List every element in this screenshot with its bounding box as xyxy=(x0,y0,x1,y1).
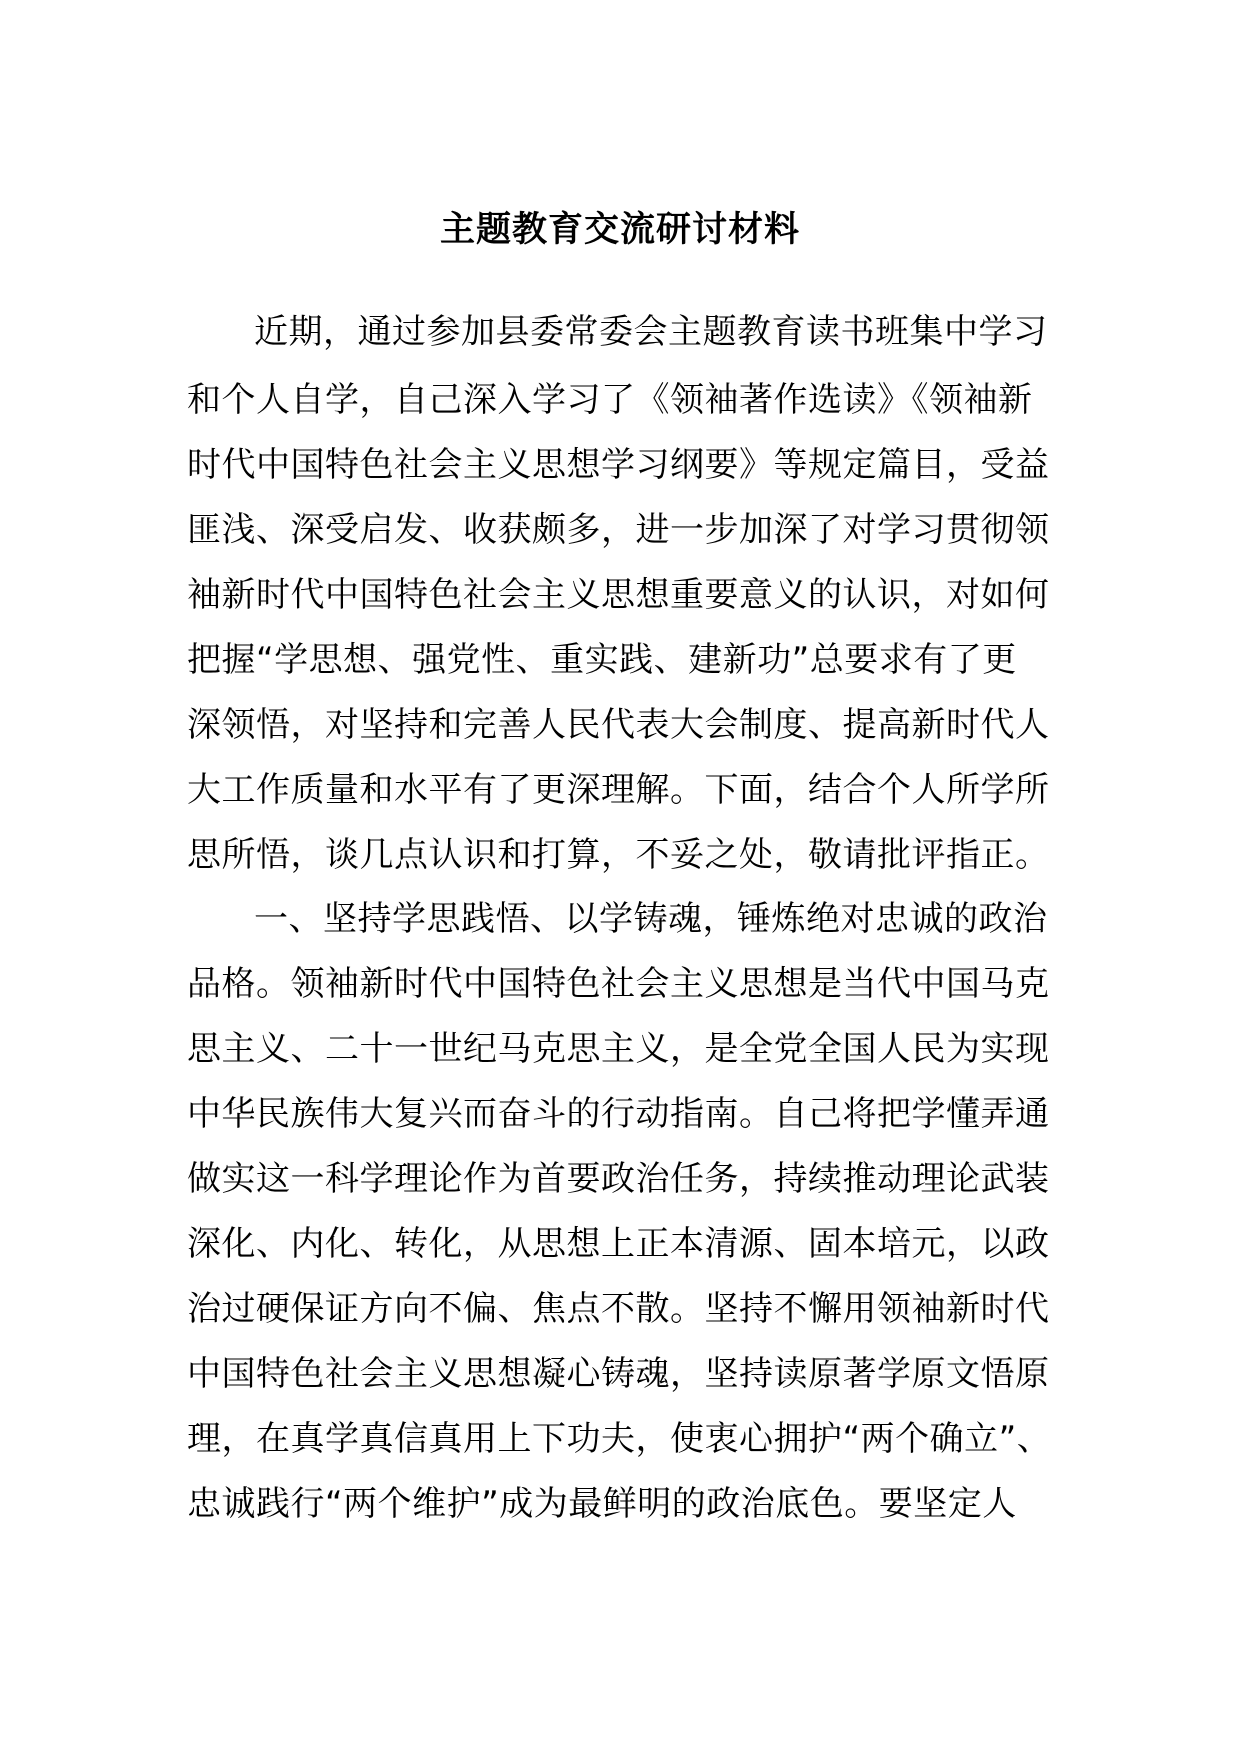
paragraph-line: 中华民族伟大复兴而奋斗的行动指南。自己将把学懂弄通 xyxy=(187,1094,1050,1134)
paragraph-line: 忠诚践行“两个维护”成为最鲜明的政治底色。要坚定人 xyxy=(187,1484,1017,1524)
paragraph-line: 深化、内化、转化，从思想上正本清源、固本培元，以政 xyxy=(187,1224,1050,1264)
paragraph-line: 时代中国特色社会主义思想学习纲要》等规定篇目，受益 xyxy=(187,445,1050,485)
paragraph-line: 思主义、二十一世纪马克思主义，是全党全国人民为实现 xyxy=(187,1029,1050,1069)
document-title: 主题教育交流研讨材料 xyxy=(439,210,800,250)
paragraph-line: 治过硬保证方向不偏、焦点不散。坚持不懈用领袖新时代 xyxy=(187,1289,1050,1329)
paragraph-line: 和个人自学，自己深入学习了《领袖著作选读》《领袖新 xyxy=(187,380,1033,420)
paragraph-line: 中国特色社会主义思想凝心铸魂，坚持读原著学原文悟原 xyxy=(187,1354,1050,1394)
paragraph-line: 袖新时代中国特色社会主义思想重要意义的认识，对如何 xyxy=(187,575,1050,615)
paragraph-line: 品格。领袖新时代中国特色社会主义思想是当代中国马克 xyxy=(187,964,1050,1004)
paragraph-line: 理，在真学真信真用上下功夫，使衷心拥护“两个确立”、 xyxy=(187,1419,1052,1459)
section-heading-line: 一、坚持学思践悟、以学铸魂，锤炼绝对忠诚的政治 xyxy=(254,899,1048,939)
paragraph-line: 大工作质量和水平有了更深理解。下面，结合个人所学所 xyxy=(187,770,1050,810)
paragraph-line: 做实这一科学理论作为首要政治任务，持续推动理论武装 xyxy=(187,1159,1050,1199)
paragraph-line: 匪浅、深受启发、收获颇多，进一步加深了对学习贯彻领 xyxy=(187,510,1050,550)
paragraph-line: 思所悟，谈几点认识和打算，不妥之处，敬请批评指正。 xyxy=(187,835,1050,875)
paragraph-line: 把握“学思想、强党性、重实践、建新功”总要求有了更 xyxy=(187,640,1017,680)
paragraph-line: 深领悟，对坚持和完善人民代表大会制度、提高新时代人 xyxy=(187,705,1050,745)
paragraph-line: 近期，通过参加县委常委会主题教育读书班集中学习 xyxy=(254,312,1048,352)
